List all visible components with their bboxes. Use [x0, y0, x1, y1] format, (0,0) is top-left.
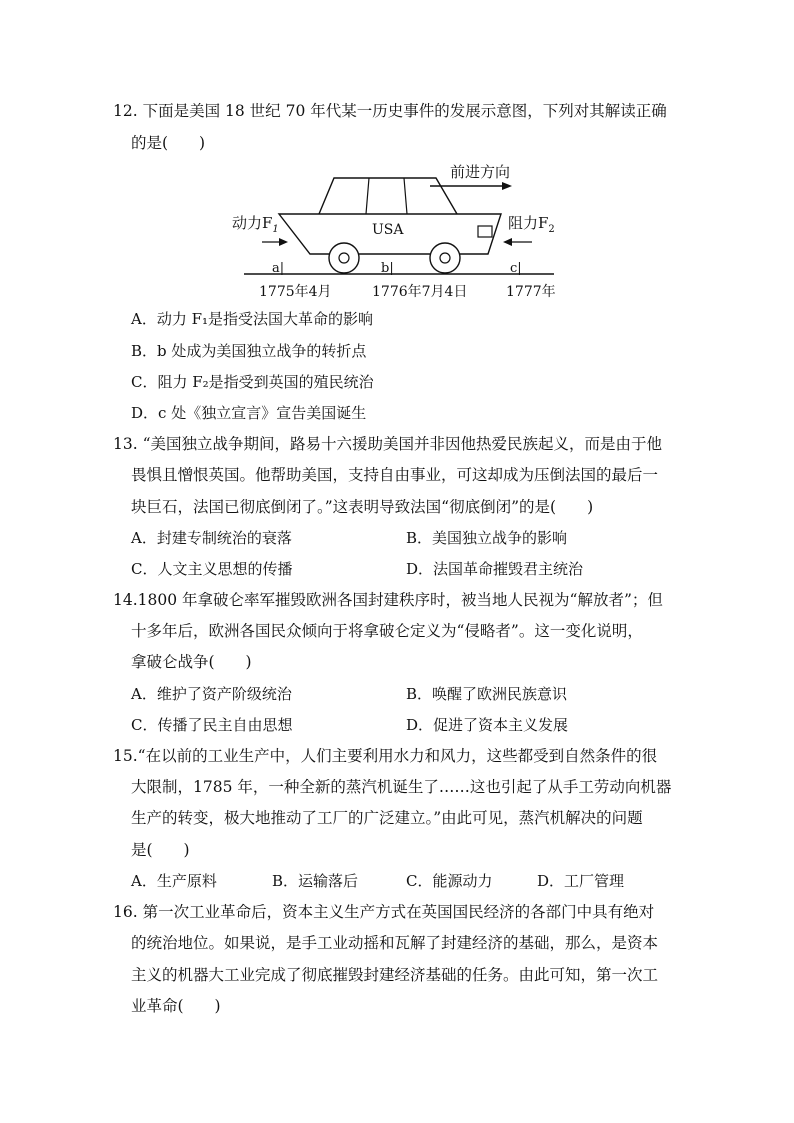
stem-line: 主义的机器大工业完成了彻底摧毁封建经济基础的任务。由此可知，第一次工: [131, 966, 659, 984]
car-label: USA: [372, 222, 404, 238]
option-d: D．c 处《独立宣言》宣告美国诞生: [131, 404, 367, 422]
date-c: 1777年: [506, 284, 556, 300]
question-number: 15.: [113, 747, 138, 765]
option-b: B．唤醒了欧洲民族意识: [406, 685, 568, 703]
stem-line: 的统治地位。如果说，是手工业动摇和瓦解了封建经济的基础，那么，是资本: [131, 934, 659, 952]
option-b: B．运输落后: [272, 872, 359, 890]
option-a: A．生产原料: [131, 872, 217, 890]
date-b: 1776年7月4日: [372, 284, 468, 300]
car-wheel-rear: [430, 243, 460, 273]
option-a: A．封建专制统治的衰落: [131, 529, 292, 547]
question-number: 13.: [113, 435, 138, 453]
question-number: 14.: [113, 591, 138, 609]
stem-line: 十多年后，欧洲各国民众倾向于将拿破仑定义为“侵略者”。这一变化说明，: [131, 622, 643, 640]
question-number: 12.: [113, 102, 138, 120]
stem-line: 第一次工业革命后，资本主义生产方式在英国国民经济的各部门中具有绝对: [142, 903, 655, 921]
direction-arrow-head: [502, 182, 512, 190]
usa-car-diagram: [226, 160, 566, 308]
option-b: B．美国独立战争的影响: [406, 529, 568, 547]
stem-line: “美国独立战争期间，路易十六援助美国并非因他热爱民族起义，而是由于他: [142, 435, 663, 453]
option-a: A．维护了资产阶级统治: [131, 685, 292, 703]
force2-arrow-head: [503, 238, 512, 246]
option-d: D．法国革命摧毁君主统治: [406, 560, 584, 578]
stem-line: 大限制，1785 年，一种全新的蒸汽机诞生了……这也引起了从手工劳动向机器: [131, 778, 672, 796]
stem-line: 畏惧且憎恨英国。他帮助美国，支持自由事业，可这却成为压倒法国的最后一: [131, 466, 659, 484]
option-d: D．工厂管理: [537, 872, 625, 890]
question-15-number-and-stem: [113, 746, 657, 766]
car-wheel-front: [329, 243, 359, 273]
car-window-divider: [404, 178, 407, 214]
stem-line: 下面是美国 18 世纪 70 年代某一历史事件的发展示意图，下列对其解读正确: [142, 102, 667, 120]
date-a: 1775年4月: [259, 284, 332, 300]
option-a: A．动力 F₁是指受法国大革命的影响: [131, 310, 374, 328]
car-window-divider: [366, 178, 369, 214]
stem-line: 业革命( ): [131, 997, 221, 1015]
point-a: a|: [272, 261, 285, 276]
option-c: C．阻力 F₂是指受到英国的殖民统治: [131, 373, 374, 391]
force2-label: 阻力$F_2$: [508, 214, 555, 235]
force1-label: 动力$F_1$: [232, 214, 279, 235]
stem-line: 生产的转变，极大地推动了工厂的广泛建立。”由此可见，蒸汽机解决的问题: [131, 809, 643, 827]
option-c: C．能源动力: [406, 872, 493, 890]
option-b: B．b 处成为美国独立战争的转折点: [131, 342, 367, 360]
option-c: C．人文主义思想的传播: [131, 560, 293, 578]
stem-line: 是( ): [131, 841, 190, 859]
direction-label: 前进方向: [450, 163, 511, 181]
force1-arrow-head: [279, 238, 288, 246]
question-14-number-and-stem: [113, 590, 663, 610]
question-12-number-and-stem: [113, 101, 667, 121]
stem-line: 1800 年拿破仑率军摧毁欧洲各国封建秩序时，被当地人民视为“解放者”；但: [137, 591, 663, 609]
car-roof: [319, 178, 457, 214]
option-d: D．促进了资本主义发展: [406, 716, 569, 734]
stem-line: 的是( ): [131, 134, 206, 152]
stem-line: “在以前的工业生产中，人们主要利用水力和风力，这些都受到自然条件的很: [137, 747, 658, 765]
option-c: C．传播了民主自由思想: [131, 716, 293, 734]
stem-line: 拿破仑战争( ): [131, 653, 252, 671]
question-number: 16.: [113, 903, 138, 921]
point-b: b|: [381, 261, 394, 276]
car-taillight: [478, 226, 492, 237]
stem-line: 块巨石，法国已彻底倒闭了。”这表明导致法国“彻底倒闭”的是( ): [131, 498, 594, 516]
question-16-number-and-stem: [113, 902, 654, 922]
point-c: c|: [510, 261, 522, 276]
question-13-number-and-stem: [113, 434, 662, 454]
